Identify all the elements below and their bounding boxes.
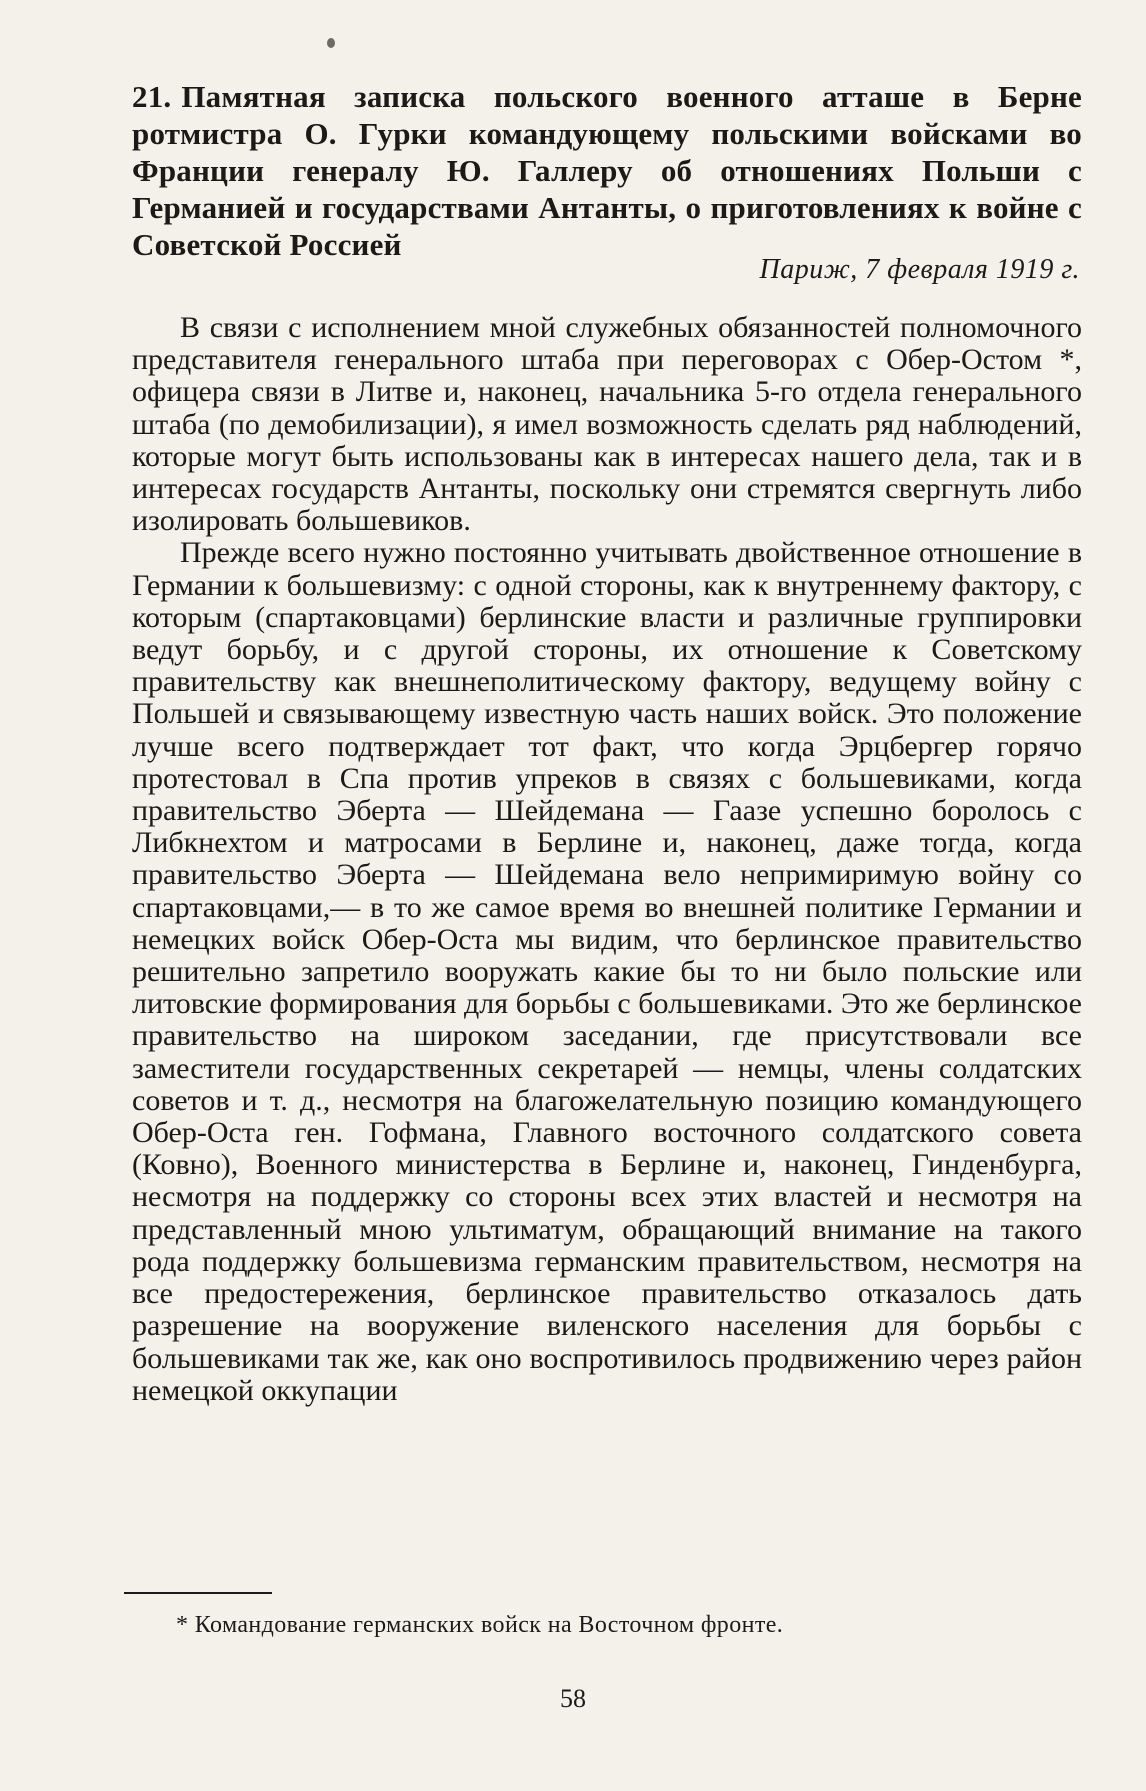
paragraph-1: В связи с исполнением мной служебных обязанностей полномочного представителя генерального штаба при переговорах с Обер-Остом *, офицера связи в Литве и, наконец, начальника 5-го отдела генерального штаба (по демобилизации), я имел возможность сделать ряд наблюдений, которые могут быть использованы как в интересах нашего дела, так и в интересах государств Антанты, поскольку они стремятся свергнуть либо изолировать большевиков. <box>132 311 1082 538</box>
heading-number: 21. <box>132 79 172 114</box>
heading-text: Памятная записка польского военного атташе в Берне ротмистра О. Гурки командующему польскими войсками во Франции генералу Ю. Галлеру об отношениях Польши с Германией и государствами Антанты, о приготовлениях к войне с Советской Россией <box>132 79 1082 262</box>
place-date: Париж, 7 февраля 1919 г. <box>759 254 1080 285</box>
footnote-divider <box>124 1592 272 1594</box>
page-number: 58 <box>560 1684 586 1713</box>
document-heading <box>132 78 1082 263</box>
footnote: * Командование германских войск на Восточном фронте. <box>176 1612 784 1638</box>
print-speck <box>327 38 335 48</box>
paragraph-2: Прежде всего нужно постоянно учитывать двойственное отношение в Германии к большевизму: с одной стороны, как к внутреннему фактору, с которым (спартаковцами) берлинские власти и различные группировки ведут борьбу, и с другой стороны, их отношение к Советскому правительству как внешнеполитическому фактору, ведущему войну с Польшей и связывающему известную часть наших войск. Это положение лучше всего подтверждает тот факт, что когда Эрцбергер горячо протестовал в Спа против упреков в связях с большевиками, когда правительство Эберта — Шейдемана — Гаазе успешно боролось с Либкнехтом и матросами в Берлине и, наконец, даже тогда, когда правительство Эберта — Шейдемана вело непримиримую войну со спартаковцами,— в то же самое время во внешней политике Германии и немецких войск Обер-Оста мы видим, что берлинское правительство решительно запретило вооружать какие бы то ни было польские или литовские формирования для борьбы с большевиками. Это же берлинское правительство на широком заседании, где присутствовали все заместители государственных секретарей — немцы, члены солдатских советов и т. д., несмотря на благожелательную позицию командующего Обер-Оста ген. Гофмана, Главного восточного солдатского совета (Ковно), Военного министерства в Берлине и, наконец, Гинденбурга, несмотря на поддержку со стороны всех этих властей и несмотря на представленный мною ультиматум, обращающий внимание на такого рода поддержку большевизма германским правительством, несмотря на все предостережения, берлинское правительство отказалось дать разрешение на вооружение виленского населения для борьбы с большевиками так же, как оно воспротивилось продвижению через район немецкой оккупации <box>132 536 1082 1407</box>
body-text <box>132 312 1082 1407</box>
